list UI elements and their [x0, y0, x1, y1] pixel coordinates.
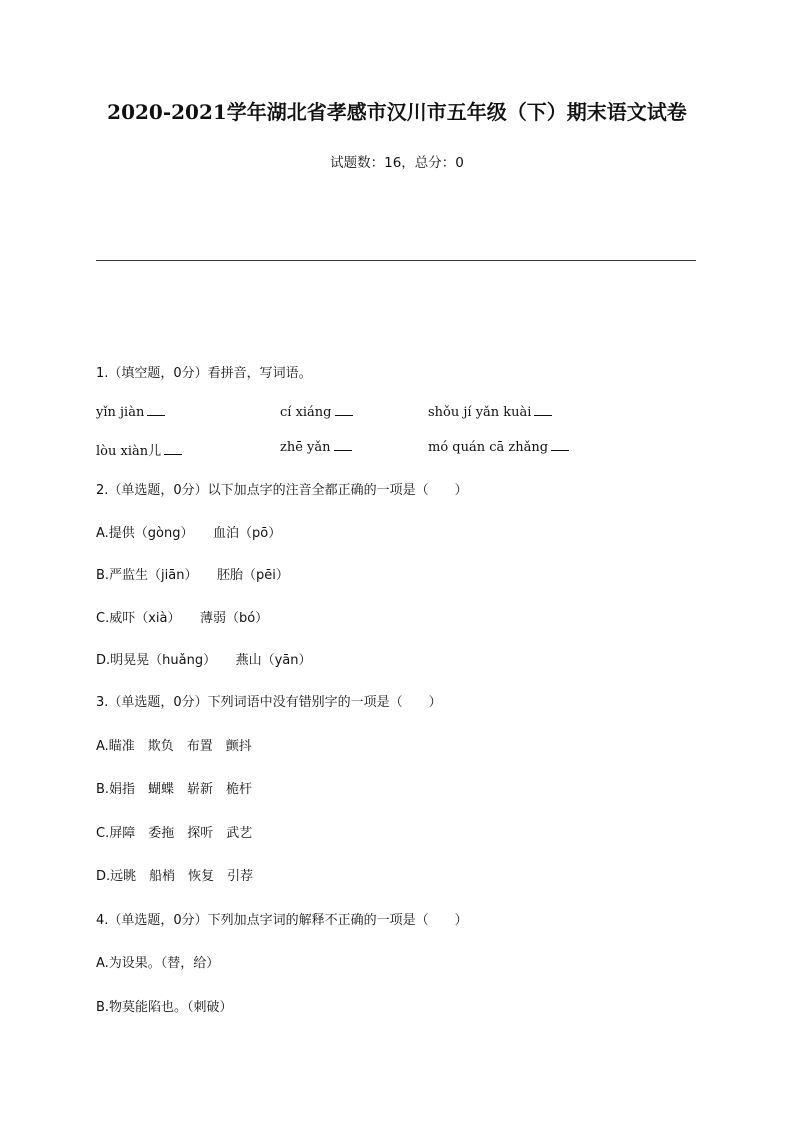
- pinyin-item: [96, 405, 165, 420]
- pinyin-item: [280, 440, 352, 455]
- question-2-option-c[interactable]: C.威吓（xià） 薄弱（bó）: [96, 611, 269, 626]
- pinyin-text: mó quán cā zhǎng: [428, 440, 549, 455]
- answer-blank[interactable]: [164, 444, 182, 455]
- question-3-option-d[interactable]: D.远眺 船梢 恢复 引荐: [96, 869, 254, 884]
- question-3-stem: 3.（单选题，0分）下列词语中没有错别字的一项是（ ）: [96, 695, 442, 710]
- exam-summary: 试题数：16，总分：0: [330, 155, 464, 171]
- pinyin-item: [280, 405, 353, 420]
- page-title: 2020-2021学年湖北省孝感市汉川市五年级（下）期末语文试卷: [107, 100, 687, 124]
- pinyin-text: zhē yǎn: [280, 440, 331, 455]
- pinyin-text: shǒu jí yǎn kuài: [428, 405, 532, 420]
- question-1-stem: 1.（填空题，0分）看拼音，写词语。: [96, 366, 312, 381]
- answer-blank[interactable]: [551, 440, 569, 451]
- pinyin-text: lòu xiàn儿: [96, 444, 162, 459]
- question-4-option-b[interactable]: B.物莫能陷也。（刺破）: [96, 1000, 233, 1015]
- answer-blank[interactable]: [335, 405, 353, 416]
- question-4-option-a[interactable]: A.为设果。（替，给）: [96, 956, 220, 971]
- answer-blank[interactable]: [334, 440, 352, 451]
- pinyin-item: [428, 405, 552, 420]
- question-2-option-b[interactable]: B.严监生（jiān） 胚胎（pēi）: [96, 568, 289, 583]
- answer-blank[interactable]: [147, 405, 165, 416]
- pinyin-item: [96, 440, 182, 459]
- pinyin-text: cí xiáng: [280, 405, 332, 420]
- question-4-stem: 4.（单选题，0分）下列加点字词的解释不正确的一项是（ ）: [96, 913, 468, 928]
- answer-blank[interactable]: [534, 405, 552, 416]
- question-3-option-c[interactable]: C.屏障 委拖 探听 武艺: [96, 826, 253, 841]
- question-2-option-a[interactable]: A.提供（gòng） 血泊（pō）: [96, 526, 282, 541]
- pinyin-item: [428, 440, 569, 455]
- question-2-stem: 2.（单选题，0分）以下加点字的注音全都正确的一项是（ ）: [96, 483, 468, 498]
- question-2-option-d[interactable]: D.明晃晃（huǎng） 燕山（yān）: [96, 653, 312, 668]
- pinyin-text: yǐn jiàn: [96, 405, 145, 420]
- question-3-option-b[interactable]: B.娟指 蝴蝶 崭新 桅杆: [96, 782, 253, 797]
- header-divider: [96, 260, 696, 261]
- question-3-option-a[interactable]: A.瞄准 欺负 布置 颤抖: [96, 739, 252, 754]
